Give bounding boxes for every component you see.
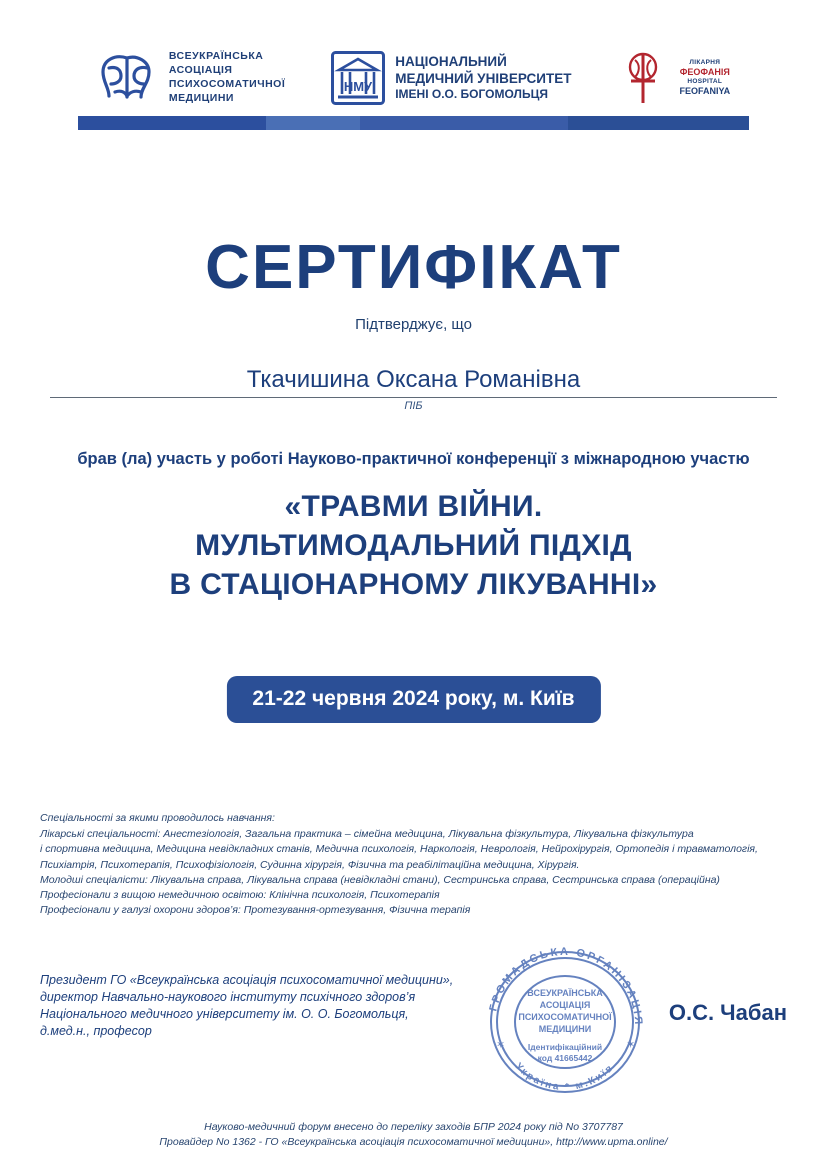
specialties-line-3: Психіатрія, Психотерапія, Психофізіологія, Судинна хірургія, Фізична та реабілітаційна медицина, Хірургія. <box>40 858 580 871</box>
nmu-logo-text <box>395 54 571 102</box>
participation-text: брав (ла) участь у роботі Науково-практичної конференції з міжнародною участю <box>77 450 750 468</box>
ukrainian-psychosomatic-association-logo <box>97 50 285 105</box>
specialties-line-1: Лікарські спеціальності: Анестезіологія, Загальна практика – сімейна медицина, Лікувальна фізкультура, Лікувальна фізкультура <box>40 828 694 841</box>
specialties-line-4: Молодші спеціалісти: Лікувальна справа, Лікувальна справа (невідкладні стани), Сестринська справа, Сестринська справа (операційна) <box>40 873 720 886</box>
footer-line-1: Науково-медичний форум внесено до переліку заходів БПР 2024 року під No 3707787 <box>204 1120 623 1133</box>
stamp-id-code: код 41665442 <box>537 1053 593 1063</box>
feofaniya-name-en: FEOFANIYA <box>679 86 731 97</box>
svg-text:Україна * м.Київ <box>513 1061 617 1093</box>
feofaniya-name-ua: ФЕОФАНІЯ <box>679 66 730 77</box>
specialties-block <box>40 811 787 919</box>
nmu-line-3: ІМЕНІ О.О. БОГОМОЛЬЦЯ <box>395 87 548 102</box>
feofaniya-logo-text <box>679 59 730 98</box>
nmu-line-1: НАЦІОНАЛЬНИЙ <box>395 54 507 70</box>
stamp-id-label: Ідентифікаційний <box>527 1042 603 1052</box>
specialties-heading: Спеціальності за якими проводилось навчання: <box>40 812 275 824</box>
nmu-building-icon <box>331 51 385 105</box>
stamp-inner-line-1: ВСЕУКРАЇНСЬКА <box>527 988 603 998</box>
recipient-caption: ПІБ <box>404 400 423 412</box>
stamp-star-left: ✶ <box>496 1039 506 1051</box>
assoc-line-1: ВСЕУКРАЇНСЬКА <box>168 50 264 63</box>
stamp-inner-line-3: ПСИХОСОМАТИЧНОЇ <box>518 1012 612 1022</box>
footer-line-2: Провайдер No 1362 - ГО «Всеукраїнська асоціація психосоматичної медицини», http://www.upma.online/ <box>159 1136 668 1149</box>
association-logo-text <box>169 50 285 105</box>
assoc-line-4: МЕДИЦИНИ <box>168 91 234 104</box>
assoc-line-3: ПСИХОСОМАТИЧНОЇ <box>168 78 286 90</box>
nmu-line-2: МЕДИЧНИЙ УНІВЕРСИТЕТ <box>395 70 572 86</box>
feofaniya-hospital-logo <box>617 51 730 105</box>
caduceus-icon <box>617 51 669 105</box>
bogomolets-university-logo <box>331 51 571 105</box>
recipient-block <box>50 366 777 412</box>
stamp-inner-line-4: МЕДИЦИНИ <box>538 1024 592 1034</box>
assoc-line-2: АСОЦІАЦІЯ <box>168 64 233 77</box>
feofaniya-label-en: HOSPITAL <box>687 78 723 85</box>
event-title-line-3: В СТАЦІОНАРНОМУ ЛІКУВАННІ» <box>169 568 658 601</box>
confirms-text: Підтверджує, що <box>355 316 472 333</box>
specialties-line-6: Професіонали у галузі охорони здоров’я: Протезування-ортезування, Фізична терапія <box>40 904 471 917</box>
recipient-name: Ткачишина Оксана Романівна <box>246 366 581 393</box>
feofaniya-label-ua: ЛІКАРНЯ <box>689 58 721 66</box>
specialties-line-2: і спортивна медицина, Медицина невідкладних станів, Медична психологія, Наркологія, Неврологія, Нейрохірургія, Ортопедія і травматологія, <box>40 843 758 856</box>
signatory-name: О.С. Чабан <box>668 1000 787 1025</box>
brain-icon <box>97 52 159 104</box>
event-title-line-2: МУЛЬТИМОДАЛЬНИЙ ПІДХІД <box>195 529 632 562</box>
recipient-rule <box>50 397 777 398</box>
event-title <box>60 487 767 604</box>
footer-note <box>40 1120 787 1152</box>
event-title-line-1: «ТРАВМИ ВІЙНИ. <box>284 490 543 523</box>
page-title: СЕРТИФІКАТ <box>205 233 622 302</box>
signatory-line-4: д.мед.н., професор <box>40 1023 152 1038</box>
stamp-outer-top-text: ГРОМАДСЬКА ОРГАНІЗАЦІЯ <box>487 945 645 1027</box>
svg-text:НМУ: НМУ <box>344 79 373 94</box>
decorative-blue-bar <box>78 116 749 130</box>
signatory-line-1: Президент ГО «Всеукраїнська асоціація психосоматичної медицини», <box>40 973 454 987</box>
stamp-inner-line-2: АСОЦІАЦІЯ <box>539 1000 591 1010</box>
date-place-badge: 21-22 червня 2024 року, м. Київ <box>226 676 600 723</box>
signatory-title-block <box>40 972 570 1040</box>
stamp-star-right: ✶ <box>626 1039 636 1051</box>
signatory-line-2: директор Навчально-наукового інституту психічного здоров’я <box>40 989 416 1004</box>
specialties-line-5: Професіонали з вищою немедичною освітою: Клінічна психологія, Психотерапія <box>40 889 440 902</box>
stamp-outer-bottom-text: Україна * м.Київ <box>512 1061 617 1094</box>
header-logos <box>0 38 827 118</box>
signatory-line-3: Національного медичного університету ім. О. О. Богомольця, <box>40 1006 409 1021</box>
